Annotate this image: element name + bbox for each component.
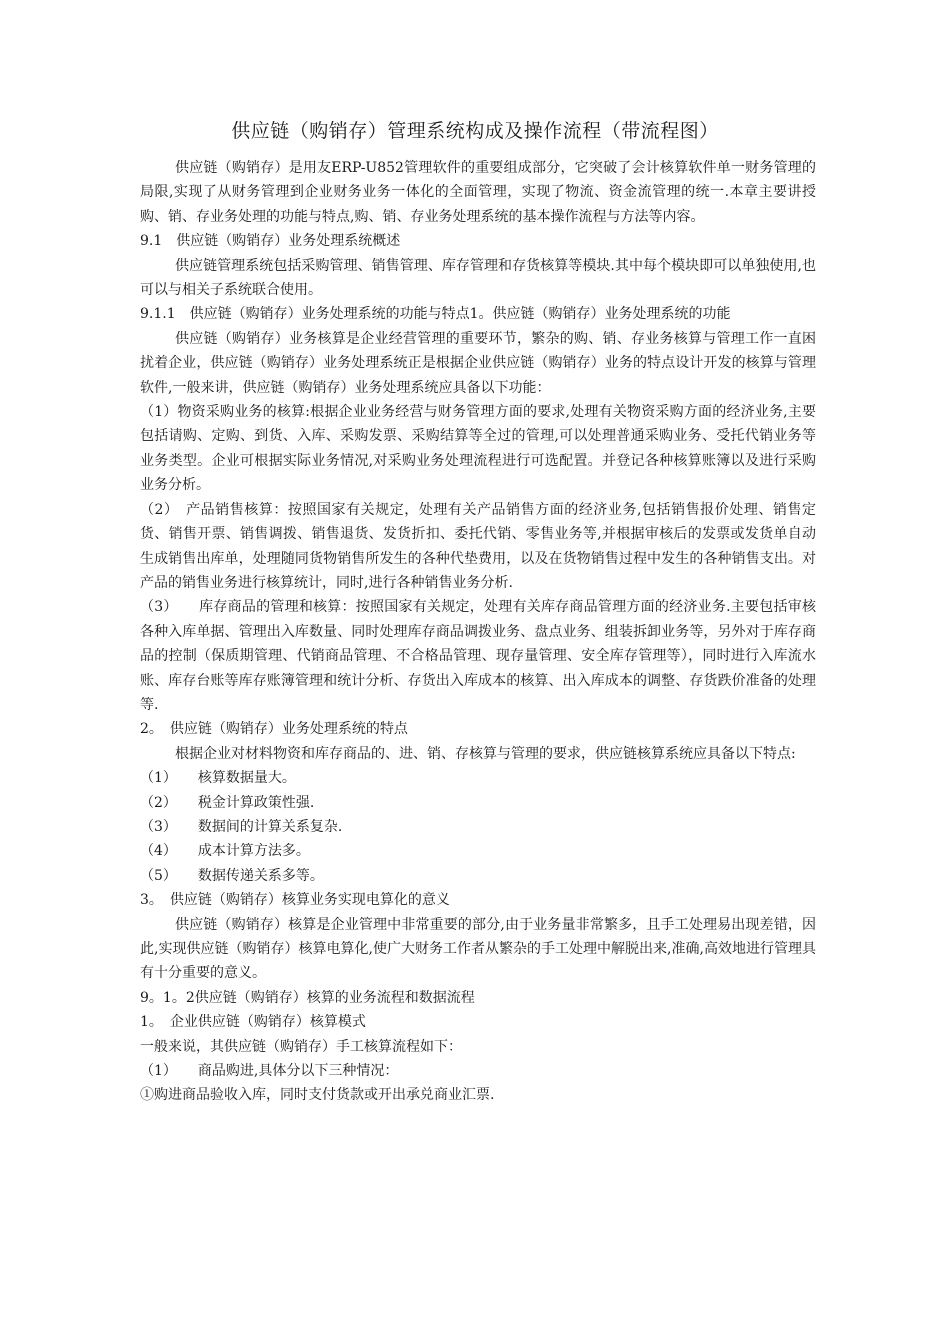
paragraph: （1） 商品购进,具体分以下三种情况：: [140, 1063, 399, 1080]
paragraph: （4） 成本计算方法多。: [140, 843, 310, 860]
paragraph: 供应链（购销存）是用友ERP-U852管理软件的重要组成部分，它突破了会计核算软件单一财务管理的局限,实现了从财务管理到企业财务业务一体化的全面管理，实现了物流、资金流管理的统一.本章主要讲授购、销、存业务处理的功能与特点,购、销、存业务处理系统的基本操作流程与方法等内容。: [140, 160, 816, 225]
paragraph: 供应链管理系统包括采购管理、销售管理、库存管理和存货核算等模块.其中每个模块即可以单独使用,也可以与相关子系统联合使用。: [140, 257, 816, 299]
paragraph: 2。 供应链（购销存）业务处理系统的特点: [140, 721, 408, 738]
paragraph: （3） 数据间的计算关系复杂.: [140, 818, 343, 835]
paragraph: （2） 产品销售核算：按照国家有关规定，处理有关产品销售方面的经济业务,包括销售报价处理、销售定货、销售开票、销售调拨、销售退货、发货折扣、委托代销、零售业务等,并根据审核后的发票或发货单自动生成销售出库单，处理随同货物销售所发生的各种代垫费用，以及在货物销售过程中发生的各种销售支出。对产品的销售业务进行核算统计，同时,进行各种销售业务分析.: [140, 501, 816, 591]
paragraph: 一般来说，其供应链（购销存）手工核算流程如下：: [140, 1038, 462, 1055]
paragraph: 3。 供应链（购销存）核算业务实现电算化的意义: [140, 892, 450, 909]
paragraph: （1） 核算数据量大。: [140, 770, 296, 787]
paragraph: （2） 税金计算政策性强.: [140, 794, 315, 811]
document-body: [140, 156, 816, 1108]
paragraph: 根据企业对材料物资和库存商品的、进、销、存核算与管理的要求，供应链核算系统应具备以下特点:: [175, 745, 796, 762]
paragraph: （3） 库存商品的管理和核算：按照国家有关规定，处理有关库存商品管理方面的经济业务.主要包括审核各种入库单据、管理出入库数量、同时处理库存商品调拨业务、盘点业务、组装拆卸业务等，另外对于库存商品的控制（保质期管理、代销商品管理、不合格品管理、现存量管理、安全库存管理等），同时进行入库流水账、库存台账等库存账簿管理和统计分析、存货出入库成本的核算、出入库成本的调整、存货跌价准备的处理等.: [140, 599, 816, 713]
paragraph: 9.1.1 供应链（购销存）业务处理系统的功能与特点1。供应链（购销存）业务处理系统的功能: [140, 306, 731, 323]
paragraph: ①购进商品验收入库，同时支付货款或开出承兑商业汇票.: [140, 1087, 495, 1104]
paragraph: 供应链（购销存）核算是企业管理中非常重要的部分,由于业务量非常繁多，且手工处理易出现差错，因此,实现供应链（购销存）核算电算化,使广大财务工作者从繁杂的手工处理中解脱出来,准确,高效地进行管理具有十分重要的意义。: [140, 916, 816, 982]
paragraph: 供应链（购销存）业务核算是企业经营管理的重要环节，繁杂的购、销、存业务核算与管理工作一直困扰着企业，供应链（购销存）业务处理系统正是根据企业供应链（购销存）业务的特点设计开发的核算与管理软件,一般来讲，供应链（购销存）业务处理系统应具备以下功能：: [140, 330, 816, 396]
paragraph: （1）物资采购业务的核算:根据企业业务经营与财务管理方面的要求,处理有关物资采购方面的经济业务,主要包括请购、定购、到货、入库、采购发票、采购结算等全过的管理,可以处理普通采购业务、受托代销业务等业务类型。企业可根据实际业务情况,对采购业务处理流程进行可选配置。并登记各种核算账簿以及进行采购业务分析。: [140, 404, 816, 494]
paragraph: （5） 数据传递关系多等。: [140, 867, 324, 884]
paragraph: 9.1 供应链（购销存）业务处理系统概述: [140, 233, 401, 250]
paragraph: 9。1。2供应链（购销存）核算的业务流程和数据流程: [140, 989, 475, 1006]
document-title: 供应链（购销存）管理系统构成及操作流程（带流程图）: [231, 120, 719, 142]
paragraph: 1。 企业供应链（购销存）核算模式: [140, 1014, 366, 1031]
